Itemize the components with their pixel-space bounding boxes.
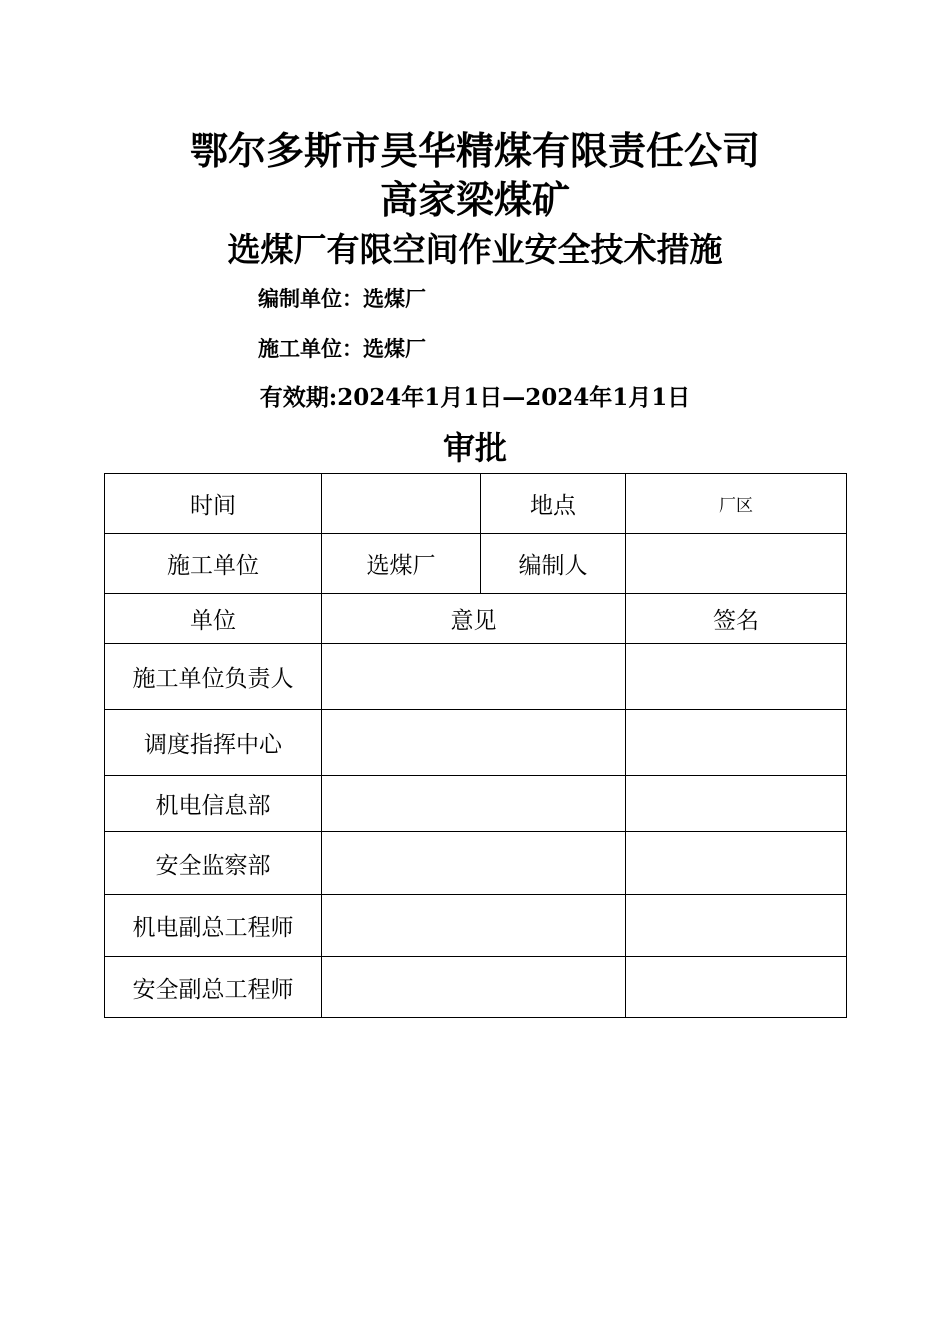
approval-heading: 审批 (442, 429, 507, 467)
mine-name: 高家梁煤矿 (379, 177, 570, 222)
column-header-opinion: 意见 (322, 594, 626, 644)
info-row-time (105, 474, 847, 534)
row-unit: 机电信息部 (105, 776, 322, 832)
row-opinion (322, 776, 626, 832)
compiler-value (626, 534, 847, 594)
time-value (322, 474, 481, 534)
document-title: 选煤厂有限空间作业安全技术措施 (227, 230, 723, 269)
row-opinion (322, 644, 626, 710)
row-opinion (322, 832, 626, 895)
row-unit: 施工单位负责人 (105, 644, 322, 710)
row-unit: 安全监察部 (105, 832, 322, 895)
row-unit: 安全副总工程师 (105, 957, 322, 1018)
row-signature (626, 895, 847, 957)
validity-period: 有效期:2024年1月1日—2024年1月1日 (259, 384, 691, 411)
table-row (105, 776, 847, 832)
approval-table (104, 473, 847, 1018)
table-row (105, 832, 847, 895)
row-unit: 机电副总工程师 (105, 895, 322, 957)
row-signature (626, 957, 847, 1018)
row-signature (626, 644, 847, 710)
row-opinion (322, 957, 626, 1018)
column-header-signature: 签名 (626, 594, 847, 644)
time-label: 时间 (105, 474, 322, 534)
row-opinion (322, 895, 626, 957)
compiler-label: 编制人 (481, 534, 626, 594)
row-opinion (322, 710, 626, 776)
row-signature (626, 710, 847, 776)
info-row-unit (105, 534, 847, 594)
column-header-row (105, 594, 847, 644)
column-header-unit: 单位 (105, 594, 322, 644)
row-unit: 调度指挥中心 (105, 710, 322, 776)
table-row (105, 895, 847, 957)
table-row (105, 957, 847, 1018)
location-label: 地点 (481, 474, 626, 534)
table-row (105, 710, 847, 776)
table-row (105, 644, 847, 710)
compile-unit: 编制单位：选煤厂 (258, 286, 426, 311)
construct-unit-label: 施工单位 (105, 534, 322, 594)
location-value: 厂区 (626, 474, 847, 534)
row-signature (626, 776, 847, 832)
construct-unit: 施工单位：选煤厂 (258, 336, 426, 361)
construct-unit-value: 选煤厂 (322, 534, 481, 594)
row-signature (626, 832, 847, 895)
company-name: 鄂尔多斯市昊华精煤有限责任公司 (189, 128, 760, 173)
